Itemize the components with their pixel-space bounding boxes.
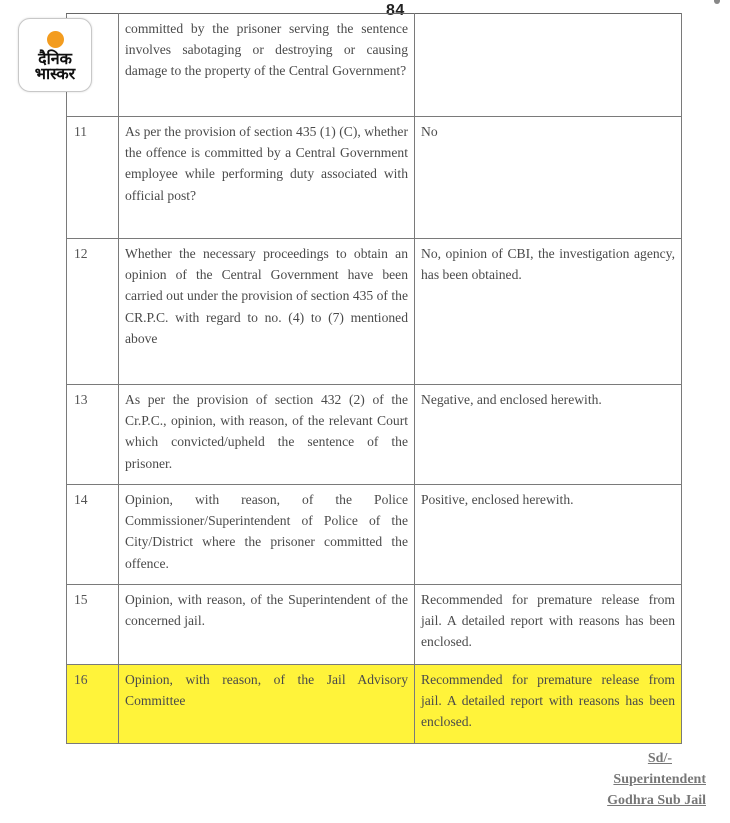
table-row	[67, 385, 682, 485]
logo-line-2: भास्कर	[34, 64, 76, 83]
table-row-highlighted	[67, 665, 682, 744]
logo-line-1: दैनिक	[38, 49, 72, 68]
dainik-bhaskar-logo	[18, 18, 92, 92]
row-answer: Positive, enclosed herewith.	[415, 485, 682, 585]
row-number: 13	[67, 385, 119, 485]
sun-dot-icon	[47, 31, 64, 48]
row-answer: Recommended for premature release from jail. A detailed report with reasons has been enclosed.	[415, 585, 682, 665]
row-question: Opinion, with reason, of the Jail Advisory Committee	[119, 665, 415, 744]
scan-artifact	[714, 0, 720, 4]
table-row	[67, 239, 682, 385]
table-row	[67, 117, 682, 239]
row-answer: Negative, and enclosed herewith.	[415, 385, 682, 485]
row-answer: No, opinion of CBI, the investigation agency, has been obtained.	[415, 239, 682, 385]
row-number: 15	[67, 585, 119, 665]
row-answer: No	[415, 117, 682, 239]
row-number: 11	[67, 117, 119, 239]
logo-brand-text	[35, 51, 75, 81]
signature-title: Superintendent	[613, 772, 706, 787]
row-answer	[415, 14, 682, 117]
signature-block	[607, 748, 706, 811]
row-number: 14	[67, 485, 119, 585]
table-row	[67, 485, 682, 585]
signature-office: Godhra Sub Jail	[607, 793, 706, 808]
table-row	[67, 14, 682, 117]
row-number: 12	[67, 239, 119, 385]
row-answer: Recommended for premature release from jail. A detailed report with reasons has been enclosed.	[415, 665, 682, 744]
row-question: As per the provision of section 432 (2) of the Cr.P.C., opinion, with reason, of the relevant Court which convicted/upheld the sentence of the prisoner.	[119, 385, 415, 485]
row-question: Whether the necessary proceedings to obtain an opinion of the Central Government have been carried out under the provision of section 435 of the CR.P.C. with regard to no. (4) to (7) mentioned above	[119, 239, 415, 385]
signature-sd: Sd/-	[647, 751, 672, 766]
page-number: 84	[386, 2, 405, 19]
row-question: Opinion, with reason, of the Superintendent of the concerned jail.	[119, 585, 415, 665]
row-question: committed by the prisoner serving the sentence involves sabotaging or destroying or causing damage to the property of the Central Government?	[119, 14, 415, 117]
document-table	[66, 13, 682, 744]
table-row	[67, 585, 682, 665]
row-question: As per the provision of section 435 (1) (C), whether the offence is committed by a Central Government employee while performing duty associated with official post?	[119, 117, 415, 239]
row-number: 16	[67, 665, 119, 744]
row-question: Opinion, with reason, of the Police Commissioner/Superintendent of Police of the City/District where the prisoner committed the offence.	[119, 485, 415, 585]
